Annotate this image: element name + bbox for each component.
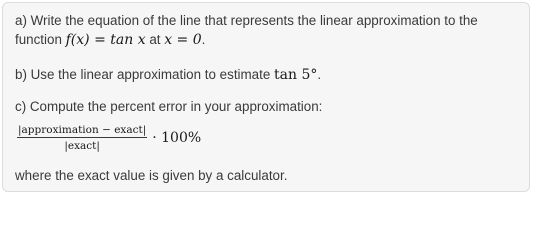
- fraction-numerator: |approximation − exact|: [18, 124, 147, 136]
- percent-multiplier: · 100%: [152, 129, 202, 146]
- part-a-lead: a) Write the equation of the line that represents the linear approximation to the function: [15, 13, 478, 47]
- part-b-lead: b) Use the linear approximation to estimate: [15, 67, 275, 82]
- question-card: [2, 2, 530, 192]
- part-d-text: where the exact value is given by a calculator.: [15, 168, 288, 183]
- percent-error-formula: [17, 121, 201, 155]
- point-expression: x = 0: [164, 32, 202, 48]
- fraction-denominator: |exact|: [64, 140, 100, 152]
- part-c-text: c) Compute the percent error in your approximation:: [15, 99, 323, 114]
- part-b-text: [15, 65, 321, 85]
- tan-expression: tan 5°: [274, 67, 318, 83]
- part-b-end: .: [317, 67, 322, 82]
- part-a-mid: at: [145, 32, 165, 47]
- part-a-text: [15, 11, 523, 50]
- part-a-end: .: [201, 32, 206, 47]
- function-expression: f(x) = tan x: [65, 32, 146, 48]
- error-fraction: [17, 124, 147, 152]
